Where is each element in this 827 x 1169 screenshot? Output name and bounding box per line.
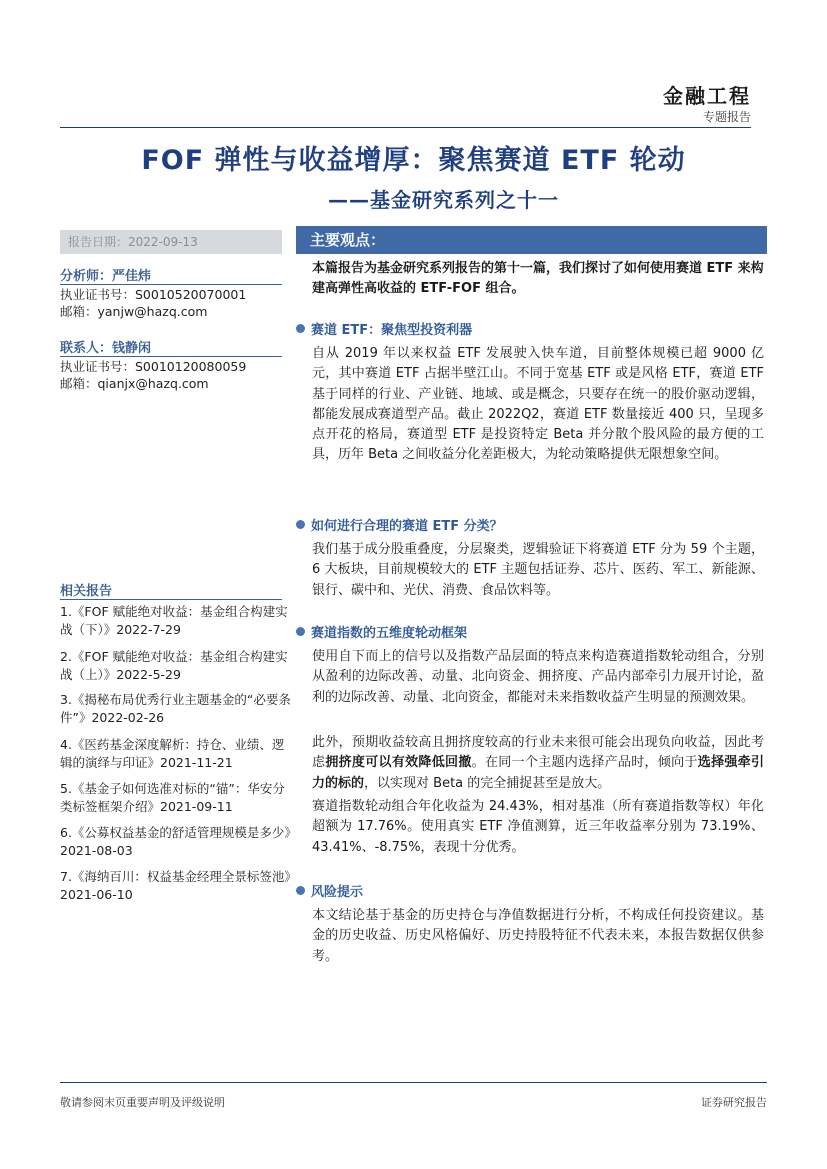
report-subtitle: ——基金研究系列之十一	[328, 188, 559, 212]
section-heading: 如何进行合理的赛道 ETF 分类？	[296, 518, 503, 536]
section-paragraph: 我们基于成分股重叠度，分层聚类，逻辑验证下将赛道 ETF 分为 59 个主题，6 大板块，目前规模较大的 ETF 主题包括证券、芯片、医药、军工、新能源、银行、碳中和、光伏、消费、食品饮料等。	[312, 542, 764, 598]
related-report-item[interactable]: 6.《公募权益基金的舒适管理规模是多少》2021-08-03	[60, 825, 291, 858]
related-report-item[interactable]: 7.《海纳百川：权益基金经理全景标签池》2021-06-10	[60, 869, 291, 902]
contact-divider	[60, 356, 282, 357]
section-paragraph: 使用自下而上的信号以及指数产品层面的特点来构造赛道指数轮动组合，分别从盈利的边际改善、动量、北向资金、拥挤度、产品内部牵引力展开讨论，盈利的边际改善、动量、北向资金，都能对未来指数收益产生明显的预测效果。	[312, 649, 764, 705]
key-points-bar: 主要观点：	[296, 226, 767, 254]
report-title: FOF 弹性与收益增厚：聚焦赛道 ETF 轮动	[141, 145, 686, 176]
emphasis-text: 选择强牵引力的标的	[312, 755, 764, 791]
report-type-label: 专题报告	[702, 110, 751, 124]
footer-divider	[60, 1082, 767, 1083]
related-report-item[interactable]: 4.《医药基金深度解析：持仓、业绩、逻辑的演绎与印证》2021-11-21	[60, 737, 285, 770]
contact-cert: 执业证书号：S0010120080059	[60, 359, 247, 374]
bullet-icon	[296, 886, 305, 895]
section-heading: 风险提示	[296, 884, 363, 902]
related-report-item[interactable]: 5.《基金子如何选准对标的“锚”：华安分类标签框架介绍》2021-09-11	[60, 781, 285, 814]
bullet-icon	[296, 520, 305, 529]
brand-label: 金融工程	[663, 84, 751, 108]
contact-email[interactable]: 邮箱：qianjx@hazq.com	[60, 376, 209, 391]
analyst-email[interactable]: 邮箱：yanjw@hazq.com	[60, 304, 208, 319]
footer-label: 证券研究报告	[701, 1096, 767, 1109]
related-report-item[interactable]: 2.《FOF 赋能绝对收益：基金组合构建实战（上）》2022-5-29	[60, 649, 288, 682]
section-paragraph: 赛道指数轮动组合年化收益为 24.43%，相对基准（所有赛道指数等权）年化超额为 17.76%。使用真实 ETF 净值测算，近三年收益率分别为 73.19%、43.41%、-8.75%，表现十分优秀。	[312, 799, 764, 855]
related-report-item[interactable]: 3.《揭秘布局优秀行业主题基金的“必要条件”》2022-02-26	[60, 692, 291, 725]
section-paragraph: 本文结论基于基金的历史持仓与净值数据进行分析，不构成任何投资建议。基金的历史收益、历史风格偏好、历史持股特征不代表未来，本报告数据仅供参考。	[312, 908, 764, 964]
section-paragraph: 自从 2019 年以来权益 ETF 发展驶入快车道，目前整体规模已超 9000 亿元，其中赛道 ETF 占据半壁江山。不同于宽基 ETF 或是风格 ETF，赛道 ETF 基于同样的行业、产业链、地域、或是概念，只要存在统一的股价驱动逻辑，都能发展成赛道型产品。截止 2022Q2，赛道 ETF 数量接近 400 只，呈现多点开花的格局，赛道型 ETF 是投资特定 Beta 并分散个股风险的最方便的工具，历年 Beta 之间收益分化差距极大，为轮动策略提供无限想象空间。	[312, 346, 764, 463]
analyst-divider	[60, 284, 282, 285]
section-heading: 赛道 ETF：聚焦型投资利器	[296, 322, 472, 340]
report-date: 报告日期：2022-09-13	[60, 230, 282, 254]
related-reports-divider	[60, 599, 282, 600]
section-paragraph: 此外，预期收益较高且拥挤度较高的行业未来很可能会出现负向收益，因此考虑拥挤度可以有效降低回撤。在同一个主题内选择产品时，倾向于选择强牵引力的标的，以实现对 Beta 的完全捕捉甚至是放大。	[312, 735, 764, 791]
bullet-icon	[296, 324, 305, 333]
section-heading: 赛道指数的五维度轮动框架	[296, 625, 467, 643]
analyst-cert: 执业证书号：S0010520070001	[60, 287, 247, 302]
related-report-item[interactable]: 1.《FOF 赋能绝对收益：基金组合构建实战（下）》2022-7-29	[60, 604, 288, 637]
contact-heading: 联系人：钱静闲	[60, 341, 152, 356]
header-divider	[60, 127, 751, 128]
emphasis-text: 拥挤度可以有效降低回撤	[325, 755, 472, 771]
bullet-icon	[296, 627, 305, 636]
related-reports-heading: 相关报告	[60, 584, 113, 599]
footer-disclaimer: 敬请参阅末页重要声明及评级说明	[60, 1096, 225, 1109]
analyst-heading: 分析师：严佳炜	[60, 269, 152, 284]
intro-summary: 本篇报告为基金研究系列报告的第十一篇，我们探讨了如何使用赛道 ETF 来构建高弹性高收益的 ETF-FOF 组合。	[312, 261, 764, 296]
